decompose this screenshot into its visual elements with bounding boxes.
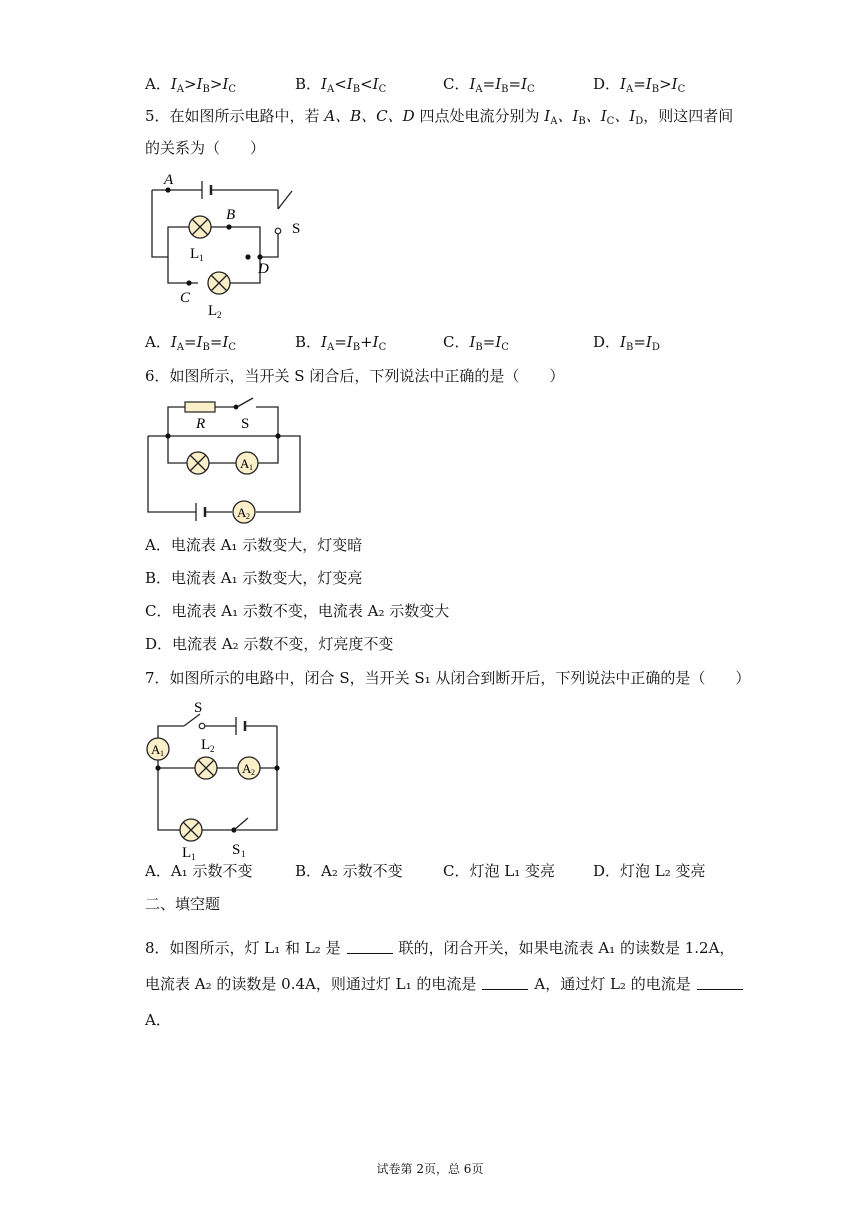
ammeter-a2-icon	[233, 501, 255, 523]
junction-right-dot	[275, 433, 280, 438]
label-b: B	[226, 207, 236, 223]
label-l2-sub: 2	[217, 310, 222, 320]
q8-line3: A．	[145, 1011, 171, 1029]
q8-line2: 电流表 A₂ 的读数是 0.4A，则通过灯 L₁ 的电流是 A，通过灯 L₂ 的电流是	[145, 974, 749, 994]
svg-text:2: 2	[251, 768, 255, 777]
svg-text:A: A	[237, 505, 247, 520]
label-s1-sub: 1	[241, 849, 246, 859]
switch-contact	[275, 228, 281, 234]
q7-option-a: A．A₁ 示数不变	[145, 862, 253, 880]
q5-stem-line2: 的关系为（ ）	[145, 139, 266, 157]
lamp-icon	[187, 452, 209, 474]
junction-right-dot	[274, 765, 279, 770]
point-c-dot	[186, 280, 191, 285]
svg-text:1: 1	[160, 749, 164, 758]
switch-s-contact	[199, 723, 205, 729]
label-s: S	[292, 221, 301, 237]
label-d: D	[258, 261, 269, 277]
label-r: R	[196, 416, 206, 432]
switch-s-blade	[237, 398, 253, 407]
point-a-dot	[165, 187, 170, 192]
q4-option-a: A．$I_A>I_B>I_C$	[145, 75, 237, 95]
q6-option-b: B．电流表 A₁ 示数变大，灯变亮	[145, 569, 363, 587]
q7-option-d: D．灯泡 L₂ 变亮	[593, 862, 706, 880]
svg-text:A: A	[151, 742, 161, 757]
answer-blank-2[interactable]	[482, 975, 528, 990]
q7-circuit-figure	[140, 697, 310, 862]
q6-option-c: C．电流表 A₁ 示数不变，电流表 A₂ 示数变大	[145, 602, 450, 620]
q5-option-b: B．$I_A=I_B+I_C$	[295, 333, 387, 353]
section-title: 二、填空题	[145, 895, 221, 913]
point-b-dot	[226, 224, 231, 229]
q4-option-d: D．$I_A=I_B>I_C$	[593, 75, 686, 95]
junction-left-dot	[165, 433, 170, 438]
q6-stem: 6．如图所示，当开关 S 闭合后，下列说法中正确的是（ ）	[145, 367, 565, 385]
ammeter-a2-icon	[238, 757, 260, 779]
q7-option-b: B．A₂ 示数不变	[295, 862, 403, 880]
lamp-l1-icon	[189, 216, 211, 238]
q7-option-c: C．灯泡 L₁ 变亮	[443, 862, 555, 880]
label-s: S	[241, 416, 250, 432]
label-c: C	[180, 290, 191, 306]
label-l1-sub: 1	[191, 852, 196, 862]
switch-s-blade	[278, 191, 292, 209]
q4-option-b: B．$I_A<I_B<I_C$	[295, 75, 387, 95]
answer-blank-3[interactable]	[697, 975, 743, 990]
label-l1: L	[182, 845, 192, 861]
switch-s1-pivot	[231, 827, 236, 832]
lamp-l1-icon	[180, 819, 202, 841]
label-l1: L	[190, 246, 200, 262]
label-s1: S	[232, 842, 241, 858]
q5-option-d: D．$I_B=I_D$	[593, 333, 660, 353]
q7-stem: 7．如图所示的电路中，闭合 S，当开关 S₁ 从闭合到断开后，下列说法中正确的是（ ）	[145, 669, 751, 687]
q4-option-c: C．$I_A=I_B=I_C$	[443, 75, 535, 95]
resistor-r-icon	[185, 402, 215, 412]
switch-s1-blade	[234, 818, 248, 830]
q6-option-d: D．电流表 A₂ 示数不变，灯亮度不变	[145, 635, 394, 653]
label-l2-sub: 2	[210, 744, 215, 754]
page-footer: 试卷第 2页，总 6页	[376, 1162, 484, 1176]
svg-text:1: 1	[249, 463, 253, 472]
lamp-l2-icon	[195, 757, 217, 779]
junction-left-dot	[155, 765, 160, 770]
q8-line1: 8．如图所示，灯 L₁ 和 L₂ 是 联的，闭合开关，如果电流表 A₁ 的读数是 1.2A，	[145, 939, 735, 957]
ammeter-a1-icon	[236, 452, 258, 474]
q5-stem-line1: 5．在如图所示电路中，若 A、B、C、D 四点处电流分别为 $I_A$、$I_B$、$I_C$、$I_D$，则这四者间	[145, 107, 734, 127]
svg-text:A: A	[240, 456, 250, 471]
label-l1-sub: 1	[199, 253, 204, 263]
q6-circuit-figure	[140, 392, 310, 528]
answer-blank-1[interactable]	[347, 939, 393, 954]
svg-text:A: A	[242, 761, 252, 776]
point-d-dot	[245, 254, 250, 259]
lamp-l2-icon	[208, 272, 230, 294]
label-a: A	[164, 172, 174, 188]
q5-option-c: C．$I_B=I_C$	[443, 333, 509, 353]
q5-option-a: A．$I_A=I_B=I_C$	[145, 333, 237, 353]
svg-text:2: 2	[246, 512, 250, 521]
junction-dot	[257, 254, 262, 259]
label-s: S	[194, 700, 203, 716]
q6-option-a: A．电流表 A₁ 示数变大，灯变暗	[145, 536, 363, 554]
label-l2: L	[201, 737, 211, 753]
q5-circuit-figure	[140, 165, 315, 325]
ammeter-a1-icon	[147, 738, 169, 760]
label-l2: L	[208, 303, 218, 319]
